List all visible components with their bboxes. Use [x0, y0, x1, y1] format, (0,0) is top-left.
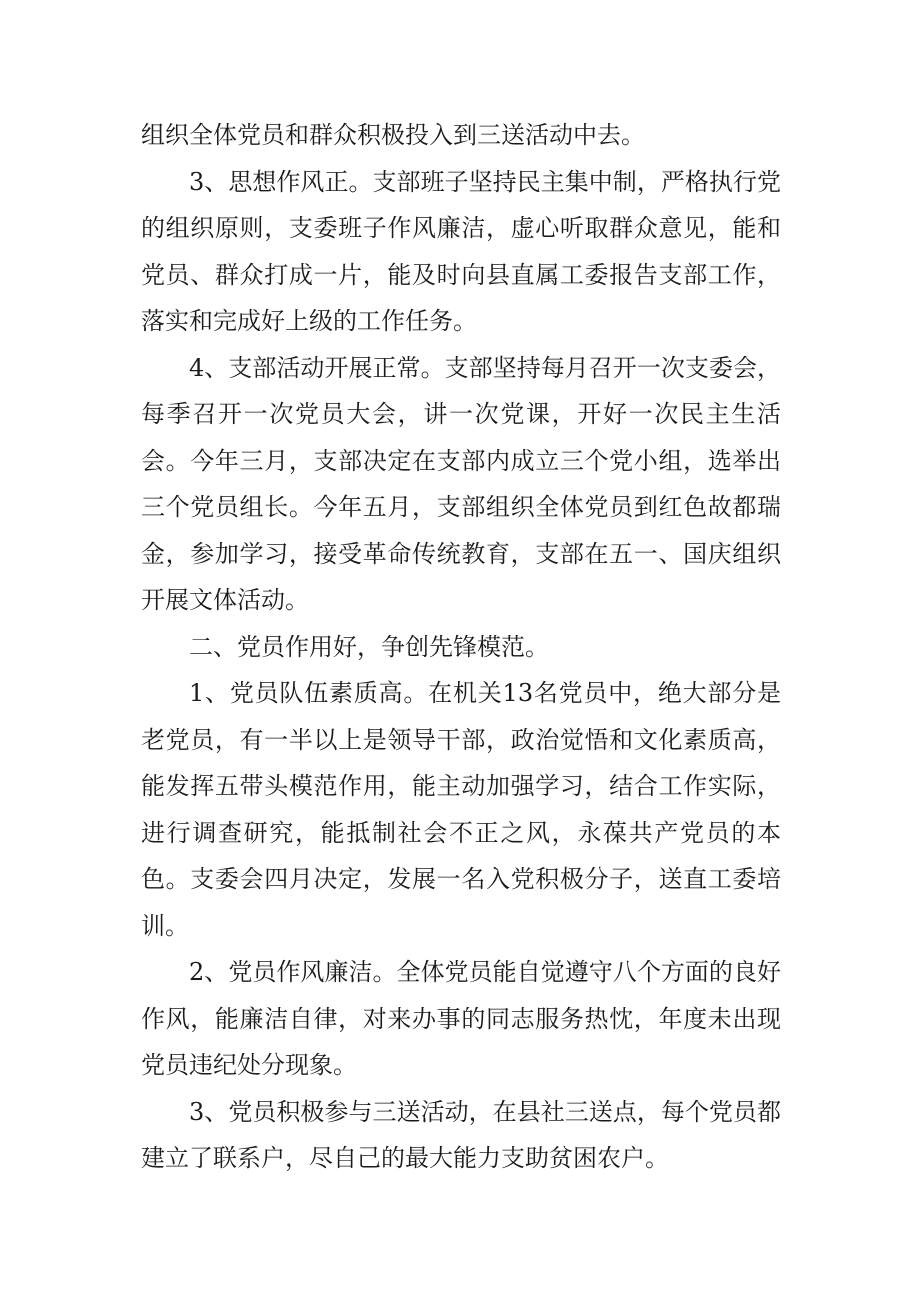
document-body	[141, 112, 781, 1182]
paragraph-three-send-activity: 3、党员积极参与三送活动，在县社三送点，每个党员都建立了联系户，尽自己的最大能力支助贫困农户。	[141, 1097, 781, 1172]
paragraph-branch-activities: 4、支部活动开展正常。支部坚持每月召开一次支委会，每季召开一次党员大会，讲一次党课，开好一次民主生活会。今年三月，支部决定在支部内成立三个党小组，选举出三个党员组长。今年五月，支部组织全体党员到红色故都瑞金，参加学习，接受革命传统教育，支部在五一、国庆组织开展文体活动。	[141, 353, 781, 614]
paragraph-member-integrity: 2、党员作风廉洁。全体党员能自觉遵守八个方面的良好作风，能廉洁自律，对来办事的同志服务热忱，年度未出现党员违纪处分现象。	[141, 958, 781, 1079]
paragraph-thought-style: 3、思想作风正。支部班子坚持民主集中制，严格执行党的组织原则，支委班子作风廉洁，虚心听取群众意见，能和党员、群众打成一片，能及时向县直属工委报告支部工作，落实和完成好上级的工作任务。	[141, 167, 781, 335]
section-heading-party-members: 二、党员作用好，争创先锋模范。	[189, 632, 549, 661]
paragraph-continuation: 组织全体党员和群众积极投入到三送活动中去。	[141, 121, 645, 149]
paragraph-member-quality: 1、党员队伍素质高。在机关13名党员中，绝大部分是老党员，有一半以上是领导干部，政治觉悟和文化素质高，能发挥五带头模范作用，能主动加强学习，结合工作实际，进行调查研究，能抵制社会不正之风，永葆共产党员的本色。支委会四月决定，发展一名入党积极分子，送直工委培训。	[141, 679, 781, 940]
